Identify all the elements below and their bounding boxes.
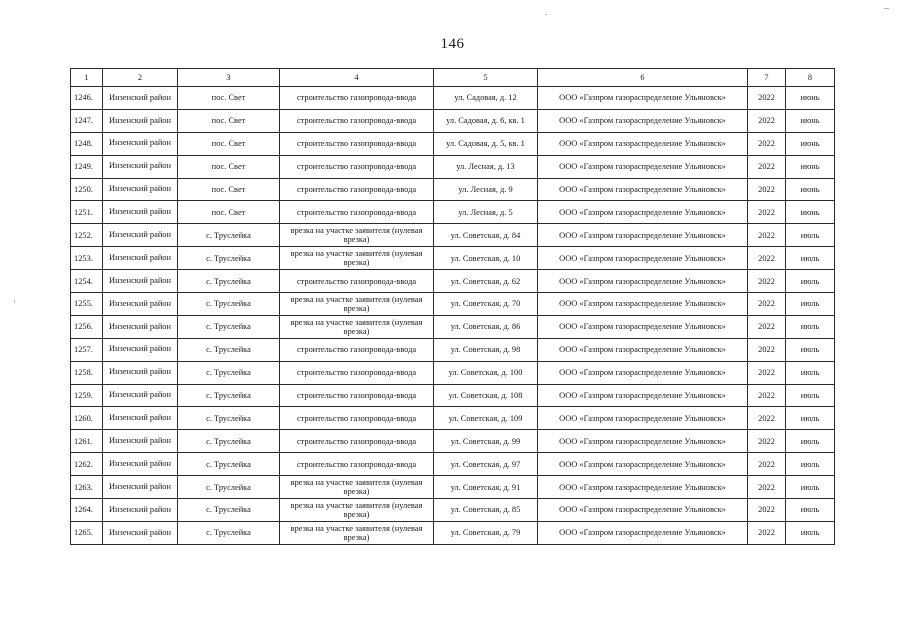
column-header: 2 xyxy=(103,69,178,87)
district-cell: Инзенский район xyxy=(103,293,178,316)
work-type-cell: врезка на участке заявителя (нулевая врезка) xyxy=(280,247,434,270)
table-row xyxy=(71,247,835,270)
row-number-cell: 1246. xyxy=(71,87,103,110)
work-type-cell: строительство газопровода-ввода xyxy=(280,361,434,384)
month-cell: июль xyxy=(786,270,835,293)
year-cell: 2022 xyxy=(748,87,786,110)
row-number-cell: 1250. xyxy=(71,178,103,201)
row-number-cell: 1265. xyxy=(71,521,103,544)
work-type-cell: врезка на участке заявителя (нулевая врезка) xyxy=(280,521,434,544)
address-cell: ул. Советская, д. 91 xyxy=(434,476,538,499)
district-cell: Инзенский район xyxy=(103,338,178,361)
organization-cell: ООО «Газпром газораспределение Ульяновск» xyxy=(538,132,748,155)
address-cell: ул. Лесная, д. 5 xyxy=(434,201,538,224)
settlement-cell: пос. Свет xyxy=(178,201,280,224)
organization-cell: ООО «Газпром газораспределение Ульяновск» xyxy=(538,87,748,110)
organization-cell: ООО «Газпром газораспределение Ульяновск» xyxy=(538,224,748,247)
month-cell: июль xyxy=(786,521,835,544)
month-cell: июнь xyxy=(786,109,835,132)
organization-cell: ООО «Газпром газораспределение Ульяновск» xyxy=(538,155,748,178)
work-type-cell: строительство газопровода-ввода xyxy=(280,384,434,407)
district-cell: Инзенский район xyxy=(103,224,178,247)
district-cell: Инзенский район xyxy=(103,270,178,293)
settlement-cell: с. Труслейка xyxy=(178,361,280,384)
district-cell: Инзенский район xyxy=(103,132,178,155)
district-cell: Инзенский район xyxy=(103,201,178,224)
row-number-cell: 1254. xyxy=(71,270,103,293)
work-type-cell: строительство газопровода-ввода xyxy=(280,201,434,224)
work-type-cell: строительство газопровода-ввода xyxy=(280,453,434,476)
schedule-table xyxy=(70,68,835,545)
work-type-cell: строительство газопровода-ввода xyxy=(280,109,434,132)
settlement-cell: с. Труслейка xyxy=(178,476,280,499)
district-cell: Инзенский район xyxy=(103,155,178,178)
district-cell: Инзенский район xyxy=(103,521,178,544)
row-number-cell: 1253. xyxy=(71,247,103,270)
table-row xyxy=(71,224,835,247)
month-cell: июль xyxy=(786,247,835,270)
row-number-cell: 1263. xyxy=(71,476,103,499)
scan-mark-top xyxy=(545,14,547,15)
year-cell: 2022 xyxy=(748,155,786,178)
district-cell: Инзенский район xyxy=(103,247,178,270)
column-header: 7 xyxy=(748,69,786,87)
table-row xyxy=(71,361,835,384)
row-number-cell: 1255. xyxy=(71,293,103,316)
settlement-cell: с. Труслейка xyxy=(178,521,280,544)
work-type-cell: строительство газопровода-ввода xyxy=(280,270,434,293)
settlement-cell: с. Труслейка xyxy=(178,430,280,453)
month-cell: июнь xyxy=(786,178,835,201)
address-cell: ул. Советская, д. 62 xyxy=(434,270,538,293)
row-number-cell: 1259. xyxy=(71,384,103,407)
month-cell: июль xyxy=(786,293,835,316)
row-number-cell: 1257. xyxy=(71,338,103,361)
column-header: 8 xyxy=(786,69,835,87)
year-cell: 2022 xyxy=(748,338,786,361)
column-header: 3 xyxy=(178,69,280,87)
year-cell: 2022 xyxy=(748,293,786,316)
work-type-cell: строительство газопровода-ввода xyxy=(280,430,434,453)
district-cell: Инзенский район xyxy=(103,499,178,522)
year-cell: 2022 xyxy=(748,178,786,201)
year-cell: 2022 xyxy=(748,109,786,132)
work-type-cell: строительство газопровода-ввода xyxy=(280,132,434,155)
table-row xyxy=(71,87,835,110)
address-cell: ул. Садовая, д. 12 xyxy=(434,87,538,110)
address-cell: ул. Советская, д. 109 xyxy=(434,407,538,430)
year-cell: 2022 xyxy=(748,521,786,544)
settlement-cell: с. Труслейка xyxy=(178,384,280,407)
settlement-cell: пос. Свет xyxy=(178,132,280,155)
address-cell: ул. Советская, д. 99 xyxy=(434,430,538,453)
settlement-cell: с. Труслейка xyxy=(178,247,280,270)
district-cell: Инзенский район xyxy=(103,384,178,407)
column-header: 4 xyxy=(280,69,434,87)
address-cell: ул. Советская, д. 10 xyxy=(434,247,538,270)
organization-cell: ООО «Газпром газораспределение Ульяновск» xyxy=(538,315,748,338)
table-row xyxy=(71,293,835,316)
address-cell: ул. Лесная, д. 9 xyxy=(434,178,538,201)
organization-cell: ООО «Газпром газораспределение Ульяновск» xyxy=(538,521,748,544)
settlement-cell: с. Труслейка xyxy=(178,224,280,247)
settlement-cell: пос. Свет xyxy=(178,155,280,178)
month-cell: июль xyxy=(786,453,835,476)
organization-cell: ООО «Газпром газораспределение Ульяновск» xyxy=(538,109,748,132)
table-row xyxy=(71,499,835,522)
month-cell: июль xyxy=(786,476,835,499)
organization-cell: ООО «Газпром газораспределение Ульяновск» xyxy=(538,407,748,430)
address-cell: ул. Садовая, д. 6, кв. 1 xyxy=(434,109,538,132)
settlement-cell: пос. Свет xyxy=(178,178,280,201)
month-cell: июль xyxy=(786,384,835,407)
year-cell: 2022 xyxy=(748,430,786,453)
work-type-cell: врезка на участке заявителя (нулевая врезка) xyxy=(280,315,434,338)
organization-cell: ООО «Газпром газораспределение Ульяновск» xyxy=(538,361,748,384)
table-row xyxy=(71,407,835,430)
work-type-cell: врезка на участке заявителя (нулевая врезка) xyxy=(280,499,434,522)
district-cell: Инзенский район xyxy=(103,430,178,453)
settlement-cell: с. Труслейка xyxy=(178,453,280,476)
year-cell: 2022 xyxy=(748,361,786,384)
row-number-cell: 1247. xyxy=(71,109,103,132)
row-number-cell: 1256. xyxy=(71,315,103,338)
organization-cell: ООО «Газпром газораспределение Ульяновск» xyxy=(538,430,748,453)
address-cell: ул. Советская, д. 108 xyxy=(434,384,538,407)
work-type-cell: врезка на участке заявителя (нулевая врезка) xyxy=(280,476,434,499)
table-body xyxy=(71,87,835,545)
table-row xyxy=(71,109,835,132)
address-cell: ул. Советская, д. 86 xyxy=(434,315,538,338)
address-cell: ул. Советская, д. 85 xyxy=(434,499,538,522)
year-cell: 2022 xyxy=(748,201,786,224)
year-cell: 2022 xyxy=(748,384,786,407)
address-cell: ул. Советская, д. 100 xyxy=(434,361,538,384)
year-cell: 2022 xyxy=(748,270,786,293)
district-cell: Инзенский район xyxy=(103,453,178,476)
month-cell: июль xyxy=(786,338,835,361)
year-cell: 2022 xyxy=(748,315,786,338)
organization-cell: ООО «Газпром газораспределение Ульяновск» xyxy=(538,384,748,407)
table-header-row xyxy=(71,69,835,87)
month-cell: июнь xyxy=(786,155,835,178)
year-cell: 2022 xyxy=(748,132,786,155)
organization-cell: ООО «Газпром газораспределение Ульяновск» xyxy=(538,178,748,201)
organization-cell: ООО «Газпром газораспределение Ульяновск» xyxy=(538,293,748,316)
row-number-cell: 1262. xyxy=(71,453,103,476)
settlement-cell: с. Труслейка xyxy=(178,499,280,522)
address-cell: ул. Лесная, д. 13 xyxy=(434,155,538,178)
table-row xyxy=(71,315,835,338)
table-row xyxy=(71,178,835,201)
settlement-cell: пос. Свет xyxy=(178,87,280,110)
organization-cell: ООО «Газпром газораспределение Ульяновск» xyxy=(538,201,748,224)
page-number: 146 xyxy=(440,36,465,52)
settlement-cell: с. Труслейка xyxy=(178,407,280,430)
year-cell: 2022 xyxy=(748,476,786,499)
scan-mark-left xyxy=(14,300,15,303)
work-type-cell: врезка на участке заявителя (нулевая врезка) xyxy=(280,293,434,316)
month-cell: июль xyxy=(786,430,835,453)
row-number-cell: 1251. xyxy=(71,201,103,224)
table-row xyxy=(71,453,835,476)
month-cell: июль xyxy=(786,361,835,384)
work-type-cell: строительство газопровода-ввода xyxy=(280,338,434,361)
district-cell: Инзенский район xyxy=(103,178,178,201)
month-cell: июль xyxy=(786,224,835,247)
address-cell: ул. Советская, д. 70 xyxy=(434,293,538,316)
work-type-cell: строительство газопровода-ввода xyxy=(280,407,434,430)
work-type-cell: строительство газопровода-ввода xyxy=(280,155,434,178)
district-cell: Инзенский район xyxy=(103,476,178,499)
year-cell: 2022 xyxy=(748,499,786,522)
table-row xyxy=(71,476,835,499)
settlement-cell: с. Труслейка xyxy=(178,293,280,316)
settlement-cell: с. Труслейка xyxy=(178,270,280,293)
work-type-cell: строительство газопровода-ввода xyxy=(280,178,434,201)
organization-cell: ООО «Газпром газораспределение Ульяновск» xyxy=(538,453,748,476)
row-number-cell: 1260. xyxy=(71,407,103,430)
year-cell: 2022 xyxy=(748,453,786,476)
organization-cell: ООО «Газпром газораспределение Ульяновск» xyxy=(538,476,748,499)
year-cell: 2022 xyxy=(748,407,786,430)
settlement-cell: пос. Свет xyxy=(178,109,280,132)
month-cell: июнь xyxy=(786,201,835,224)
table-row xyxy=(71,201,835,224)
district-cell: Инзенский район xyxy=(103,407,178,430)
row-number-cell: 1252. xyxy=(71,224,103,247)
district-cell: Инзенский район xyxy=(103,109,178,132)
year-cell: 2022 xyxy=(748,247,786,270)
organization-cell: ООО «Газпром газораспределение Ульяновск» xyxy=(538,270,748,293)
work-type-cell: врезка на участке заявителя (нулевая врезка) xyxy=(280,224,434,247)
row-number-cell: 1261. xyxy=(71,430,103,453)
month-cell: июль xyxy=(786,407,835,430)
scan-mark-top-right xyxy=(884,8,889,9)
row-number-cell: 1249. xyxy=(71,155,103,178)
row-number-cell: 1258. xyxy=(71,361,103,384)
column-header: 1 xyxy=(71,69,103,87)
month-cell: июнь xyxy=(786,132,835,155)
address-cell: ул. Советская, д. 98 xyxy=(434,338,538,361)
table-row xyxy=(71,384,835,407)
table-row xyxy=(71,430,835,453)
table-row xyxy=(71,155,835,178)
settlement-cell: с. Труслейка xyxy=(178,338,280,361)
district-cell: Инзенский район xyxy=(103,315,178,338)
schedule-table-container xyxy=(70,68,834,545)
address-cell: ул. Советская, д. 97 xyxy=(434,453,538,476)
district-cell: Инзенский район xyxy=(103,87,178,110)
month-cell: июль xyxy=(786,315,835,338)
work-type-cell: строительство газопровода-ввода xyxy=(280,87,434,110)
address-cell: ул. Советская, д. 84 xyxy=(434,224,538,247)
table-row xyxy=(71,270,835,293)
organization-cell: ООО «Газпром газораспределение Ульяновск» xyxy=(538,338,748,361)
district-cell: Инзенский район xyxy=(103,361,178,384)
row-number-cell: 1264. xyxy=(71,499,103,522)
address-cell: ул. Садовая, д. 5, кв. 1 xyxy=(434,132,538,155)
column-header: 5 xyxy=(434,69,538,87)
address-cell: ул. Советская, д. 79 xyxy=(434,521,538,544)
month-cell: июнь xyxy=(786,87,835,110)
organization-cell: ООО «Газпром газораспределение Ульяновск» xyxy=(538,499,748,522)
table-row xyxy=(71,338,835,361)
month-cell: июль xyxy=(786,499,835,522)
year-cell: 2022 xyxy=(748,224,786,247)
organization-cell: ООО «Газпром газораспределение Ульяновск» xyxy=(538,247,748,270)
table-row xyxy=(71,521,835,544)
row-number-cell: 1248. xyxy=(71,132,103,155)
column-header: 6 xyxy=(538,69,748,87)
table-row xyxy=(71,132,835,155)
settlement-cell: с. Труслейка xyxy=(178,315,280,338)
